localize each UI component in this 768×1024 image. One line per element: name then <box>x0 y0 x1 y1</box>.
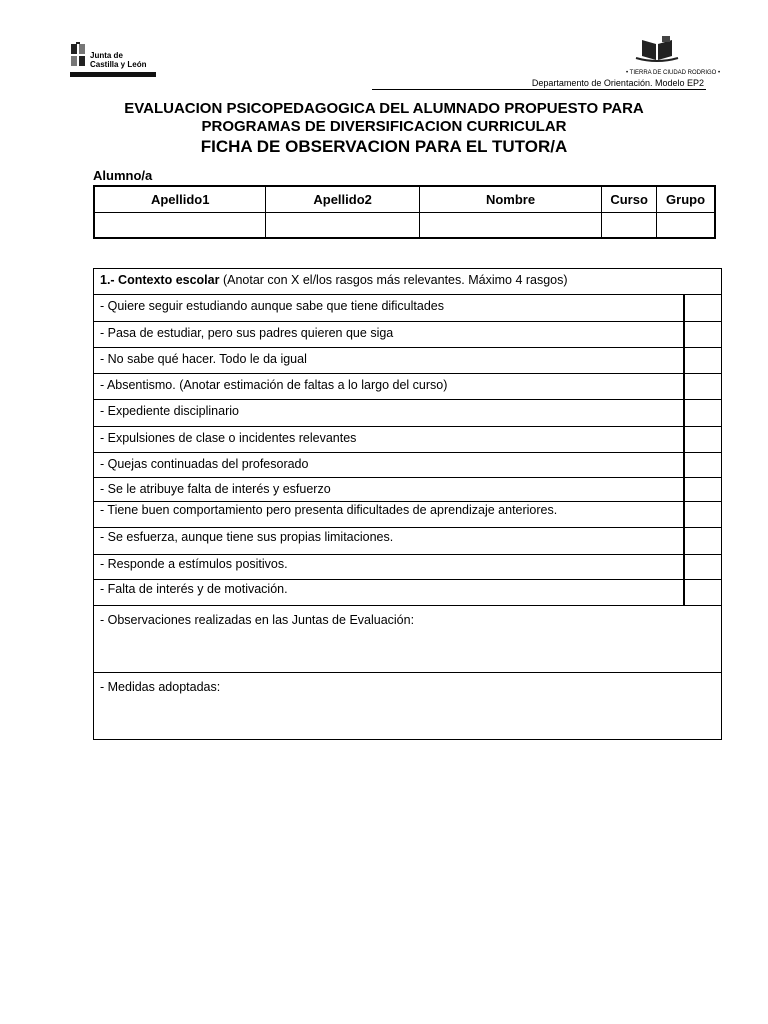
check-box[interactable] <box>683 322 721 347</box>
header-divider <box>372 89 706 90</box>
context-heading <box>94 269 721 295</box>
measures-field[interactable] <box>94 673 721 739</box>
check-box[interactable] <box>683 555 721 579</box>
item-text: - Absentismo. (Anotar estimación de faltas a lo largo del curso) <box>100 378 448 392</box>
item-text: - Falta de interés y de motivación. <box>100 582 288 596</box>
check-box[interactable] <box>683 374 721 399</box>
context-section <box>93 268 722 740</box>
apellido2-field[interactable] <box>266 213 419 239</box>
check-box[interactable] <box>683 427 721 452</box>
check-box[interactable] <box>683 295 721 321</box>
student-label: Alumno/a <box>93 168 153 183</box>
student-table <box>93 185 716 239</box>
measures-label: - Medidas adoptadas: <box>100 680 221 694</box>
list-item <box>94 400 721 427</box>
observations-label: - Observaciones realizadas en las Juntas de Evaluación: <box>100 613 415 627</box>
check-box[interactable] <box>683 580 721 605</box>
check-box[interactable] <box>683 528 721 554</box>
col-apellido1: Apellido1 <box>94 186 266 213</box>
context-heading-title: 1.- Contexto escolar <box>100 273 220 287</box>
list-item <box>94 478 721 502</box>
item-text: - Expediente disciplinario <box>100 404 239 418</box>
logo-bar <box>70 72 156 77</box>
form-title: FICHA DE OBSERVACION PARA EL TUTOR/A <box>200 137 568 156</box>
department-label: Departamento de Orientación. Modelo EP2 <box>531 78 704 88</box>
list-item <box>94 502 721 528</box>
item-text: - No sabe qué hacer. Todo le da igual <box>100 352 307 366</box>
title-line-2: PROGRAMAS DE DIVERSIFICACION CURRICULAR <box>201 118 567 135</box>
item-text: - Expulsiones de clase o incidentes relevantes <box>100 431 357 445</box>
school-name: • TIERRA DE CIUDAD RODRIGO • <box>626 70 721 76</box>
grupo-field[interactable] <box>657 213 715 239</box>
item-text: - Se esfuerza, aunque tiene sus propias limitaciones. <box>100 530 394 544</box>
item-text: - Responde a estímulos positivos. <box>100 557 288 571</box>
title-line-1: EVALUACION PSICOPEDAGOGICA DEL ALUMNADO PROPUESTO PARA <box>124 100 644 117</box>
open-book-icon <box>622 34 692 64</box>
logo-line1: Junta de <box>90 51 123 60</box>
coat-of-arms-icon <box>70 42 86 72</box>
list-item <box>94 295 721 322</box>
col-nombre: Nombre <box>419 186 601 213</box>
logo-line2: Castilla y León <box>90 60 147 69</box>
list-item <box>94 528 721 555</box>
list-item <box>94 374 721 400</box>
item-text: - Tiene buen comportamiento pero presenta dificultades de aprendizaje anteriores. <box>100 503 558 517</box>
col-grupo: Grupo <box>657 186 715 213</box>
junta-logo <box>70 42 160 78</box>
check-box[interactable] <box>683 478 721 501</box>
context-heading-note: (Anotar con X el/los rasgos más relevantes. Máximo 4 rasgos) <box>219 273 568 287</box>
col-curso: Curso <box>602 186 657 213</box>
check-box[interactable] <box>683 502 721 527</box>
item-text: - Quiere seguir estudiando aunque sabe que tiene dificultades <box>100 299 444 313</box>
check-box[interactable] <box>683 400 721 426</box>
check-box[interactable] <box>683 453 721 477</box>
col-apellido2: Apellido2 <box>266 186 419 213</box>
list-item <box>94 322 721 348</box>
curso-field[interactable] <box>602 213 657 239</box>
item-text: - Pasa de estudiar, pero sus padres quieren que siga <box>100 326 394 340</box>
check-box[interactable] <box>683 348 721 373</box>
item-text: - Se le atribuye falta de interés y esfuerzo <box>100 482 331 496</box>
list-item <box>94 427 721 453</box>
list-item <box>94 555 721 580</box>
school-logo <box>622 34 721 80</box>
observations-field[interactable] <box>94 606 721 673</box>
list-item <box>94 453 721 478</box>
item-text: - Quejas continuadas del profesorado <box>100 457 309 471</box>
list-item <box>94 348 721 374</box>
nombre-field[interactable] <box>419 213 601 239</box>
apellido1-field[interactable] <box>94 213 266 239</box>
list-item <box>94 580 721 606</box>
